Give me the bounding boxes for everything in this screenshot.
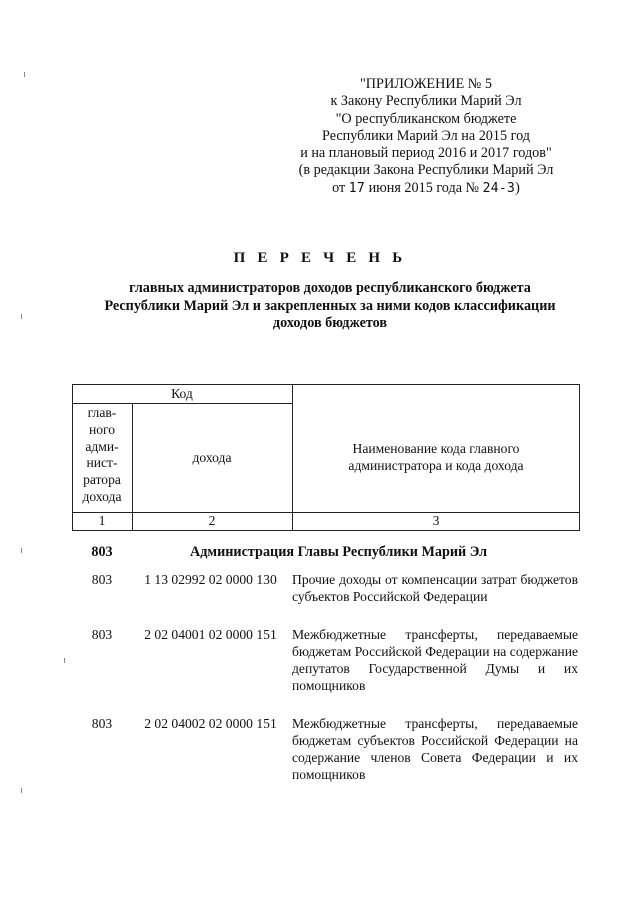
income-code: 1 13 02992 02 0000 130 [144,572,277,587]
document-title: П Е Р Е Ч Е Н Ь [233,250,407,266]
header-col-income: дохода [192,450,232,465]
date-suffix: ) [515,179,520,196]
income-name: Межбюджетные трансферты, передаваемые бюджетам субъектов Российской Федерации на содержание членов Совета Федерации и их помощников [292,716,578,782]
annex-line: Республики Марий Эл на 2015 год [322,127,530,144]
header-col-name: Наименование кода главного администратора и кода дохода [348,441,524,473]
scan-mark [21,548,22,553]
header-rule [72,384,580,385]
scan-mark [64,658,65,663]
column-number: 3 [432,513,440,528]
administrator-name: Администрация Главы Республики Марий Эл [190,544,488,560]
income-name: Прочие доходы от компенсации затрат бюджетов субъектов Российской Федерации [292,572,578,604]
scan-mark [24,72,25,77]
subtitle-line: доходов бюджетов [272,315,388,331]
annex-date-line [270,180,582,197]
table-header [72,384,580,531]
annex-block [270,76,582,197]
income-code: 2 02 04001 02 0000 151 [144,627,277,642]
header-rule [72,530,580,531]
document-subtitle [30,280,630,333]
admin-code: 803 [91,627,113,642]
income-code: 2 02 04002 02 0000 151 [144,716,277,731]
admin-code: 803 [91,572,113,587]
annex-line: "О республиканском бюджете [335,110,517,127]
annex-line: и на плановый период 2016 и 2017 годов" [300,145,552,162]
column-number: 1 [98,513,106,528]
date-day: 17 [348,180,366,196]
header-code-group: Код [171,386,193,401]
scan-mark [21,788,22,793]
annex-line: "ПРИЛОЖЕНИЕ № 5 [360,76,492,92]
admin-code: 803 [91,716,113,731]
header-rule [72,403,292,404]
annex-line: к Закону Республики Марий Эл [330,93,522,110]
header-rule [132,403,133,531]
administrator-code: 803 [91,544,113,560]
subtitle-line: Республики Марий Эл и закрепленных за ними кодов классификации [104,297,556,314]
annex-line: (в редакции Закона Республики Марий Эл [298,162,554,179]
column-number: 2 [208,513,216,528]
income-name: Межбюджетные трансферты, передаваемые бюджетам Российской Федерации на содержание депутатов Государственной Думы и их помощников [292,627,578,693]
subtitle-line: главных администраторов доходов республиканского бюджета [129,280,531,296]
date-number: 24-З [482,180,516,196]
date-prefix: от [332,179,346,196]
date-middle: июня 2015 года № [368,179,480,196]
scan-mark [21,314,22,319]
header-col-admin: глав- ного адми- нист- ратора дохода [82,405,122,504]
